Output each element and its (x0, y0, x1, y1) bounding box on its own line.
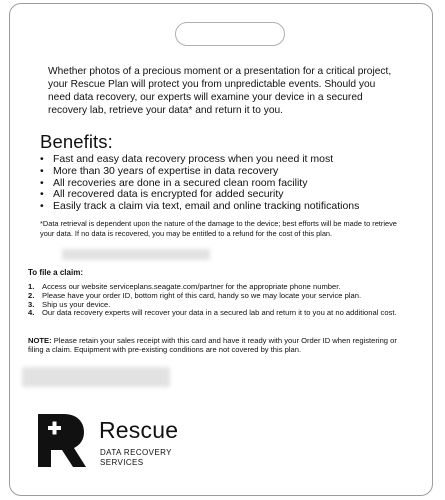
brand-subtitle-line: DATA RECOVERY (100, 448, 172, 457)
step-text: Please have your order ID, bottom right of this card, handy so we may locate your service plan. (42, 290, 362, 300)
bullet-icon: • (40, 164, 44, 177)
step-text: Access our website serviceplans.seagate.com/partner for the appropriate phone number. (42, 282, 341, 291)
rescue-r-plus-icon (34, 410, 90, 470)
note-paragraph (28, 336, 398, 354)
step-text: Our data recovery experts will recover your data in a secured lab and return it to you at no additional cost. (42, 308, 397, 318)
step-text: Ship us your device. (42, 299, 111, 309)
rescue-logo (34, 410, 234, 470)
redacted-area (22, 367, 170, 387)
intro-paragraph: Whether photos of a precious moment or a presentation for a critical project, your Rescue Plan will protect you from unpredictable events. Should you need data recovery, our experts will examine your device in a secured recovery lab, retrieve your data* and return it to you. (48, 66, 392, 116)
benefit-item: • All recoveries are done in a secured clean room facility (40, 176, 308, 189)
redacted-area (62, 249, 210, 260)
data-retrieval-footnote: *Data retrieval is dependent upon the nature of the damage to the device; best efforts will be made to retrieve your data. If no data is recovered, you may be entitled to a refund for the cost of this plan. (40, 219, 397, 238)
note-label: NOTE: (28, 336, 52, 345)
benefits-list (40, 154, 400, 213)
bullet-icon: • (40, 188, 44, 201)
file-claim-heading: To file a claim: (28, 268, 83, 277)
step-number: 1. (28, 282, 35, 291)
claim-steps-list (28, 283, 398, 318)
benefit-item: • All recovered data is encrypted for added security (40, 188, 284, 201)
benefits-heading: Benefits: (40, 131, 113, 152)
hang-hole (175, 22, 285, 46)
benefit-item: • More than 30 years of expertise in data recovery (40, 164, 279, 177)
brand-subtitle (100, 448, 220, 467)
brand-name: Rescue (99, 417, 179, 443)
note-text: Please retain your sales receipt with this card and have it ready with your Order ID when registering or filing a claim. Equipment with pre-existing conditions are not covered by this plan. (28, 336, 397, 355)
step-number: 2. (28, 290, 35, 300)
brand-subtitle-line: SERVICES (100, 457, 144, 467)
step-number: 4. (28, 308, 35, 318)
claim-step (28, 309, 398, 318)
benefit-item: • Fast and easy data recovery process when you need it most (40, 153, 334, 165)
bullet-icon: • (40, 153, 44, 165)
bullet-icon: • (40, 200, 44, 213)
step-number: 3. (28, 299, 35, 309)
bullet-icon: • (40, 176, 44, 189)
benefit-item: • Easily track a claim via text, email and online tracking notifications (40, 200, 360, 213)
